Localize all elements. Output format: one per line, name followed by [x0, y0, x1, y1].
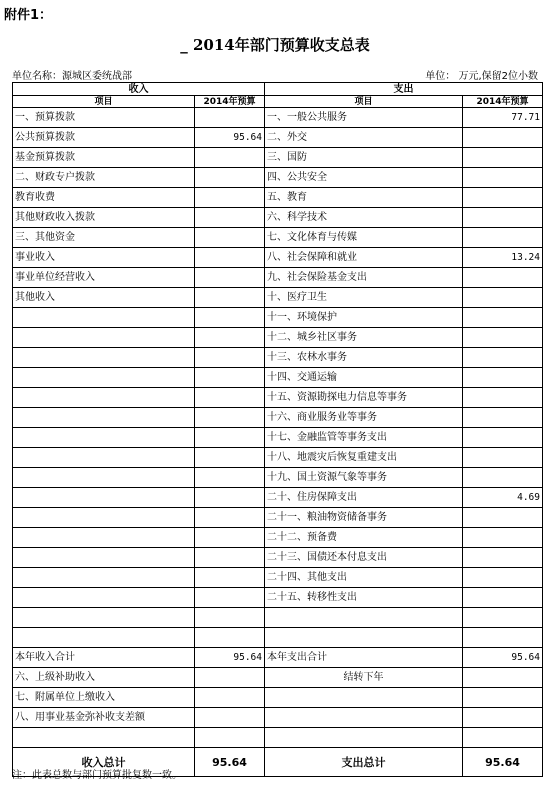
- expense-value: [463, 168, 543, 188]
- income-item: 其他财政收入拨款: [13, 208, 195, 228]
- expense-value: [463, 588, 543, 608]
- income-item-header: 项目: [13, 96, 195, 108]
- income-item: [13, 468, 195, 488]
- table-row: [13, 568, 543, 588]
- summary-expense-value: [463, 668, 543, 688]
- summary-expense-item: [265, 708, 463, 728]
- income-value: [195, 408, 265, 428]
- expense-item: 三、国防: [265, 148, 463, 168]
- table-row: [13, 248, 543, 268]
- expense-item: 五、教育: [265, 188, 463, 208]
- income-item: [13, 388, 195, 408]
- income-total-label: 收入总计: [13, 748, 195, 777]
- income-value: [195, 428, 265, 448]
- income-item: [13, 368, 195, 388]
- expense-value: [463, 148, 543, 168]
- expense-value: 13.24: [463, 248, 543, 268]
- table-row: [13, 608, 543, 628]
- expense-item: 八、社会保障和就业: [265, 248, 463, 268]
- expense-value: [463, 428, 543, 448]
- summary-income-item: 六、上级补助收入: [13, 668, 195, 688]
- expense-item: 一、一般公共服务: [265, 108, 463, 128]
- income-item: [13, 548, 195, 568]
- summary-expense-item: 本年支出合计: [265, 648, 463, 668]
- income-value: [195, 528, 265, 548]
- summary-row: [13, 688, 543, 708]
- table-row: [13, 548, 543, 568]
- income-value: [195, 508, 265, 528]
- expense-value: [463, 528, 543, 548]
- expense-value: [463, 268, 543, 288]
- table-row: [13, 148, 543, 168]
- income-value: 95.64: [195, 128, 265, 148]
- income-item: 一、预算拨款: [13, 108, 195, 128]
- income-item: 事业单位经营收入: [13, 268, 195, 288]
- expense-item: 二十五、转移性支出: [265, 588, 463, 608]
- table-row: [13, 508, 543, 528]
- table-row: [13, 348, 543, 368]
- column-header-row: [13, 96, 543, 108]
- income-item: [13, 488, 195, 508]
- income-item: [13, 408, 195, 428]
- summary-income-item: 七、附属单位上缴收入: [13, 688, 195, 708]
- income-item: [13, 628, 195, 648]
- expense-value: 4.69: [463, 488, 543, 508]
- expense-value: [463, 348, 543, 368]
- table-row: [13, 448, 543, 468]
- expense-value: [463, 368, 543, 388]
- expense-item: 二十四、其他支出: [265, 568, 463, 588]
- expense-total-value: 95.64: [463, 748, 543, 777]
- expense-item: 十六、商业服务业等事务: [265, 408, 463, 428]
- income-value: [195, 628, 265, 648]
- expense-item: 二、外交: [265, 128, 463, 148]
- income-value: [195, 108, 265, 128]
- income-item: [13, 428, 195, 448]
- income-item: [13, 448, 195, 468]
- income-value: [195, 268, 265, 288]
- expense-value: [463, 448, 543, 468]
- expense-value: [463, 228, 543, 248]
- income-value: [195, 448, 265, 468]
- section-header-row: [13, 83, 543, 96]
- income-item: [13, 508, 195, 528]
- income-value: [195, 288, 265, 308]
- expense-item: 二十、住房保障支出: [265, 488, 463, 508]
- income-item: 公共预算拨款: [13, 128, 195, 148]
- income-item: [13, 328, 195, 348]
- summary-row: [13, 648, 543, 668]
- table-row: [13, 328, 543, 348]
- income-value: [195, 588, 265, 608]
- expense-value: 77.71: [463, 108, 543, 128]
- expense-item: 十五、资源勘探电力信息等事务: [265, 388, 463, 408]
- income-value: [195, 348, 265, 368]
- income-item: [13, 608, 195, 628]
- expense-item: 十二、城乡社区事务: [265, 328, 463, 348]
- summary-row: [13, 728, 543, 748]
- table-row: [13, 108, 543, 128]
- income-value: [195, 308, 265, 328]
- page-title: _ 2014年部门预算收支总表: [180, 36, 370, 54]
- expense-item: 十四、交通运输: [265, 368, 463, 388]
- expense-value: [463, 128, 543, 148]
- expense-value: [463, 468, 543, 488]
- summary-expense-value: [463, 708, 543, 728]
- income-value: [195, 608, 265, 628]
- summary-income-value: 95.64: [195, 648, 265, 668]
- expense-item-header: 项目: [265, 96, 463, 108]
- table-row: [13, 588, 543, 608]
- summary-income-value: [195, 668, 265, 688]
- income-value: [195, 188, 265, 208]
- income-value: [195, 168, 265, 188]
- expense-value: [463, 188, 543, 208]
- expense-item: 七、文化体育与传媒: [265, 228, 463, 248]
- table-row: [13, 428, 543, 448]
- summary-income-item: 本年收入合计: [13, 648, 195, 668]
- table-row: [13, 268, 543, 288]
- unit-note: 单位： 万元,保留2位小数: [425, 71, 538, 82]
- table-row: [13, 228, 543, 248]
- expense-value: [463, 308, 543, 328]
- income-item: [13, 588, 195, 608]
- expense-budget-header: 2014年预算: [463, 96, 543, 108]
- income-value: [195, 368, 265, 388]
- table-row: [13, 288, 543, 308]
- expense-item: [265, 628, 463, 648]
- summary-income-value: [195, 708, 265, 728]
- expense-total-label: 支出总计: [265, 748, 463, 777]
- income-value: [195, 328, 265, 348]
- expense-item: 四、公共安全: [265, 168, 463, 188]
- income-item: 事业收入: [13, 248, 195, 268]
- table-row: [13, 168, 543, 188]
- income-item: 基金预算拨款: [13, 148, 195, 168]
- table-row: [13, 188, 543, 208]
- table-row: [13, 488, 543, 508]
- summary-income-value: [195, 688, 265, 708]
- table-row: [13, 628, 543, 648]
- summary-row: [13, 668, 543, 688]
- table-row: [13, 528, 543, 548]
- income-value: [195, 208, 265, 228]
- expense-value: [463, 608, 543, 628]
- expense-item: 十、医疗卫生: [265, 288, 463, 308]
- expense-value: [463, 328, 543, 348]
- summary-expense-item: [265, 688, 463, 708]
- income-value: [195, 548, 265, 568]
- expense-item: 二十二、预备费: [265, 528, 463, 548]
- expense-value: [463, 508, 543, 528]
- income-value: [195, 248, 265, 268]
- unit-name: 单位名称：源城区委统战部: [12, 71, 132, 82]
- summary-expense-value: 95.64: [463, 648, 543, 668]
- income-value: [195, 148, 265, 168]
- income-budget-header: 2014年预算: [195, 96, 265, 108]
- expense-item: 二十三、国债还本付息支出: [265, 548, 463, 568]
- expense-item: 十一、环境保护: [265, 308, 463, 328]
- income-value: [195, 388, 265, 408]
- expense-item: 十七、金融监管等事务支出: [265, 428, 463, 448]
- budget-table: [12, 82, 543, 777]
- expense-value: [463, 628, 543, 648]
- income-item: [13, 348, 195, 368]
- footnote: 注：此表总数与部门预算批复数一致。: [12, 770, 182, 781]
- income-value: [195, 568, 265, 588]
- table-row: [13, 308, 543, 328]
- income-value: [195, 228, 265, 248]
- income-item: [13, 568, 195, 588]
- expense-value: [463, 208, 543, 228]
- table-row: [13, 368, 543, 388]
- income-item: [13, 308, 195, 328]
- expense-item: 十八、地震灾后恢复重建支出: [265, 448, 463, 468]
- income-item: 教育收费: [13, 188, 195, 208]
- summary-income-item: [13, 728, 195, 748]
- summary-expense-value: [463, 728, 543, 748]
- summary-expense-value: [463, 688, 543, 708]
- expense-value: [463, 548, 543, 568]
- expense-value: [463, 568, 543, 588]
- table-row: [13, 468, 543, 488]
- expense-item: 十三、农林水事务: [265, 348, 463, 368]
- expense-value: [463, 408, 543, 428]
- expense-item: 二十一、粮油物资储备事务: [265, 508, 463, 528]
- income-item: 三、其他资金: [13, 228, 195, 248]
- attachment-label: 附件1：: [4, 8, 53, 23]
- summary-expense-item: [265, 728, 463, 748]
- income-item: [13, 528, 195, 548]
- summary-expense-item: 结转下年: [265, 668, 463, 688]
- expense-value: [463, 288, 543, 308]
- income-item: 其他收入: [13, 288, 195, 308]
- summary-income-value: [195, 728, 265, 748]
- table-row: [13, 208, 543, 228]
- table-row: [13, 388, 543, 408]
- expense-item: 九、社会保险基金支出: [265, 268, 463, 288]
- expense-value: [463, 388, 543, 408]
- income-value: [195, 468, 265, 488]
- expense-section-header: 支出: [265, 83, 543, 96]
- expense-item: 十九、国土资源气象等事务: [265, 468, 463, 488]
- table-row: [13, 128, 543, 148]
- income-total-value: 95.64: [195, 748, 265, 777]
- expense-item: [265, 608, 463, 628]
- income-value: [195, 488, 265, 508]
- income-section-header: 收入: [13, 83, 265, 96]
- expense-item: 六、科学技术: [265, 208, 463, 228]
- income-item: 二、财政专户拨款: [13, 168, 195, 188]
- summary-income-item: 八、用事业基金弥补收支差额: [13, 708, 195, 728]
- summary-row: [13, 708, 543, 728]
- table-row: [13, 408, 543, 428]
